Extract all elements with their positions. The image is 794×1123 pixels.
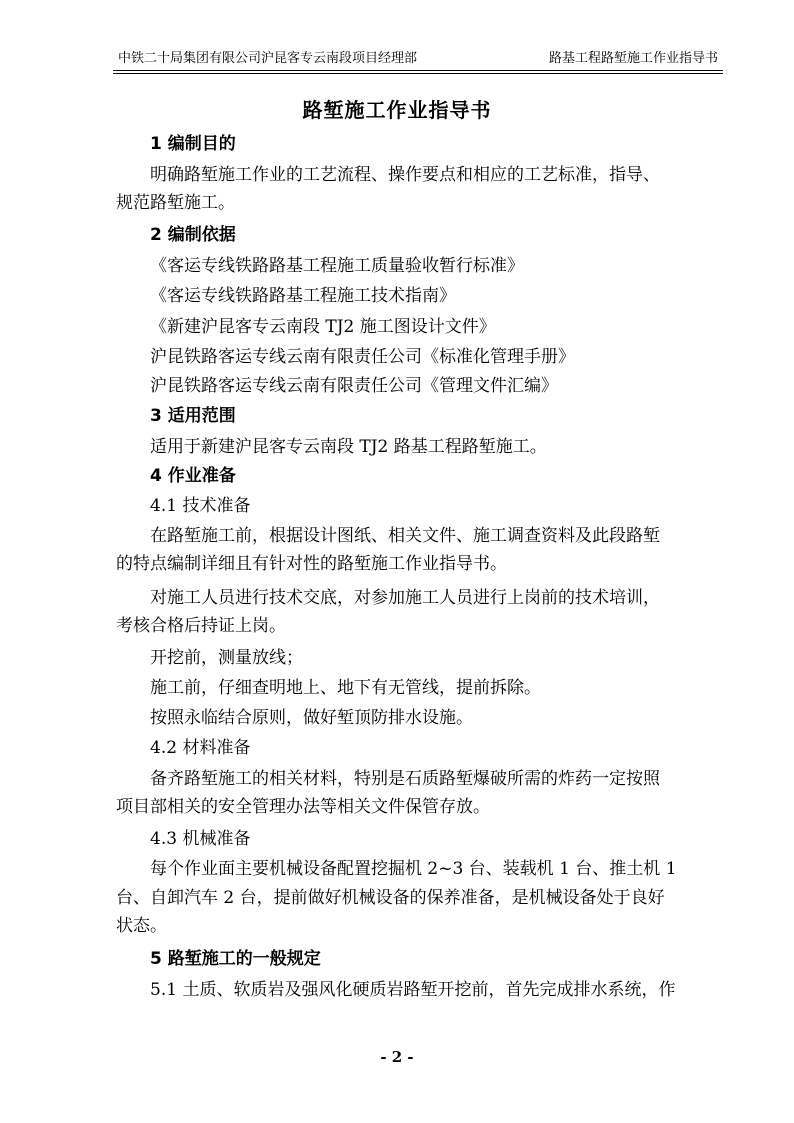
reference-item: 沪昆铁路客运专线云南有限责任公司《管理文件汇编》 — [150, 376, 558, 396]
subsection-heading: 4.2 材料准备 — [150, 738, 251, 758]
reference-item: 《客运专线铁路路基工程施工技术指南》 — [150, 286, 456, 306]
paragraph-line: 开挖前，测量放线； — [150, 648, 303, 668]
paragraph-line: 对施工人员进行技术交底，对参加施工人员进行上岗前的技术培训， — [150, 588, 660, 608]
paragraph-line: 施工前，仔细查明地上、地下有无管线，提前拆除。 — [150, 678, 541, 698]
paragraph-line: 明确路堑施工作业的工艺流程、操作要点和相应的工艺标准，指导、 — [150, 165, 660, 185]
paragraph-line: 在路堑施工前，根据设计图纸、相关文件、施工调查资料及此段路堑 — [150, 526, 660, 546]
header-company: 中铁二十局集团有限公司沪昆客专云南段项目经理部 — [118, 51, 418, 66]
section-heading-5: 5 路堑施工的一般规定 — [150, 949, 321, 969]
paragraph-line: 按照永临结合原则，做好堑顶防排水设施。 — [150, 708, 473, 728]
paragraph-line: 5.1 土质、软质岩及强风化硬质岩路堑开挖前，首先完成排水系统，作 — [150, 980, 676, 1000]
section-heading-4: 4 作业准备 — [150, 466, 236, 486]
document-title: 路堑施工作业指导书 — [302, 98, 492, 122]
section-heading-1: 1 编制目的 — [150, 134, 236, 154]
header-rule-thin — [113, 73, 723, 74]
section-heading-3: 3 适用范围 — [150, 406, 236, 426]
reference-item: 《新建沪昆客专云南段 TJ2 施工图设计文件》 — [150, 317, 496, 337]
header-doc-title: 路基工程路堑施工作业指导书 — [548, 51, 718, 66]
paragraph-line: 台、自卸汽车 2 台，提前做好机械设备的保养准备，是机械设备处于良好 — [116, 888, 665, 908]
reference-item: 《客运专线铁路路基工程施工质量验收暂行标准》 — [150, 256, 524, 276]
paragraph-line: 的特点编制详细且有针对性的路堑施工作业指导书。 — [116, 554, 507, 574]
paragraph-line: 项目部相关的安全管理办法等相关文件保管存放。 — [116, 797, 490, 817]
paragraph-line: 状态。 — [116, 916, 167, 936]
header-rule — [113, 70, 723, 71]
paragraph-line: 规范路堑施工。 — [116, 193, 235, 213]
subsection-heading: 4.3 机械准备 — [150, 829, 251, 849]
page-number: - 2 - — [380, 1048, 414, 1066]
paragraph-line: 考核合格后持证上岗。 — [116, 616, 286, 636]
subsection-heading: 4.1 技术准备 — [150, 496, 251, 516]
paragraph-line: 适用于新建沪昆客专云南段 TJ2 路基工程路堑施工。 — [150, 437, 547, 457]
section-heading-2: 2 编制依据 — [150, 225, 236, 245]
reference-item: 沪昆铁路客运专线云南有限责任公司《标准化管理手册》 — [150, 347, 575, 367]
paragraph-line: 备齐路堑施工的相关材料，特别是石质路堑爆破所需的炸药一定按照 — [150, 769, 660, 789]
paragraph-line: 每个作业面主要机械设备配置挖掘机 2~3 台、装载机 1 台、推土机 1 — [150, 859, 677, 879]
